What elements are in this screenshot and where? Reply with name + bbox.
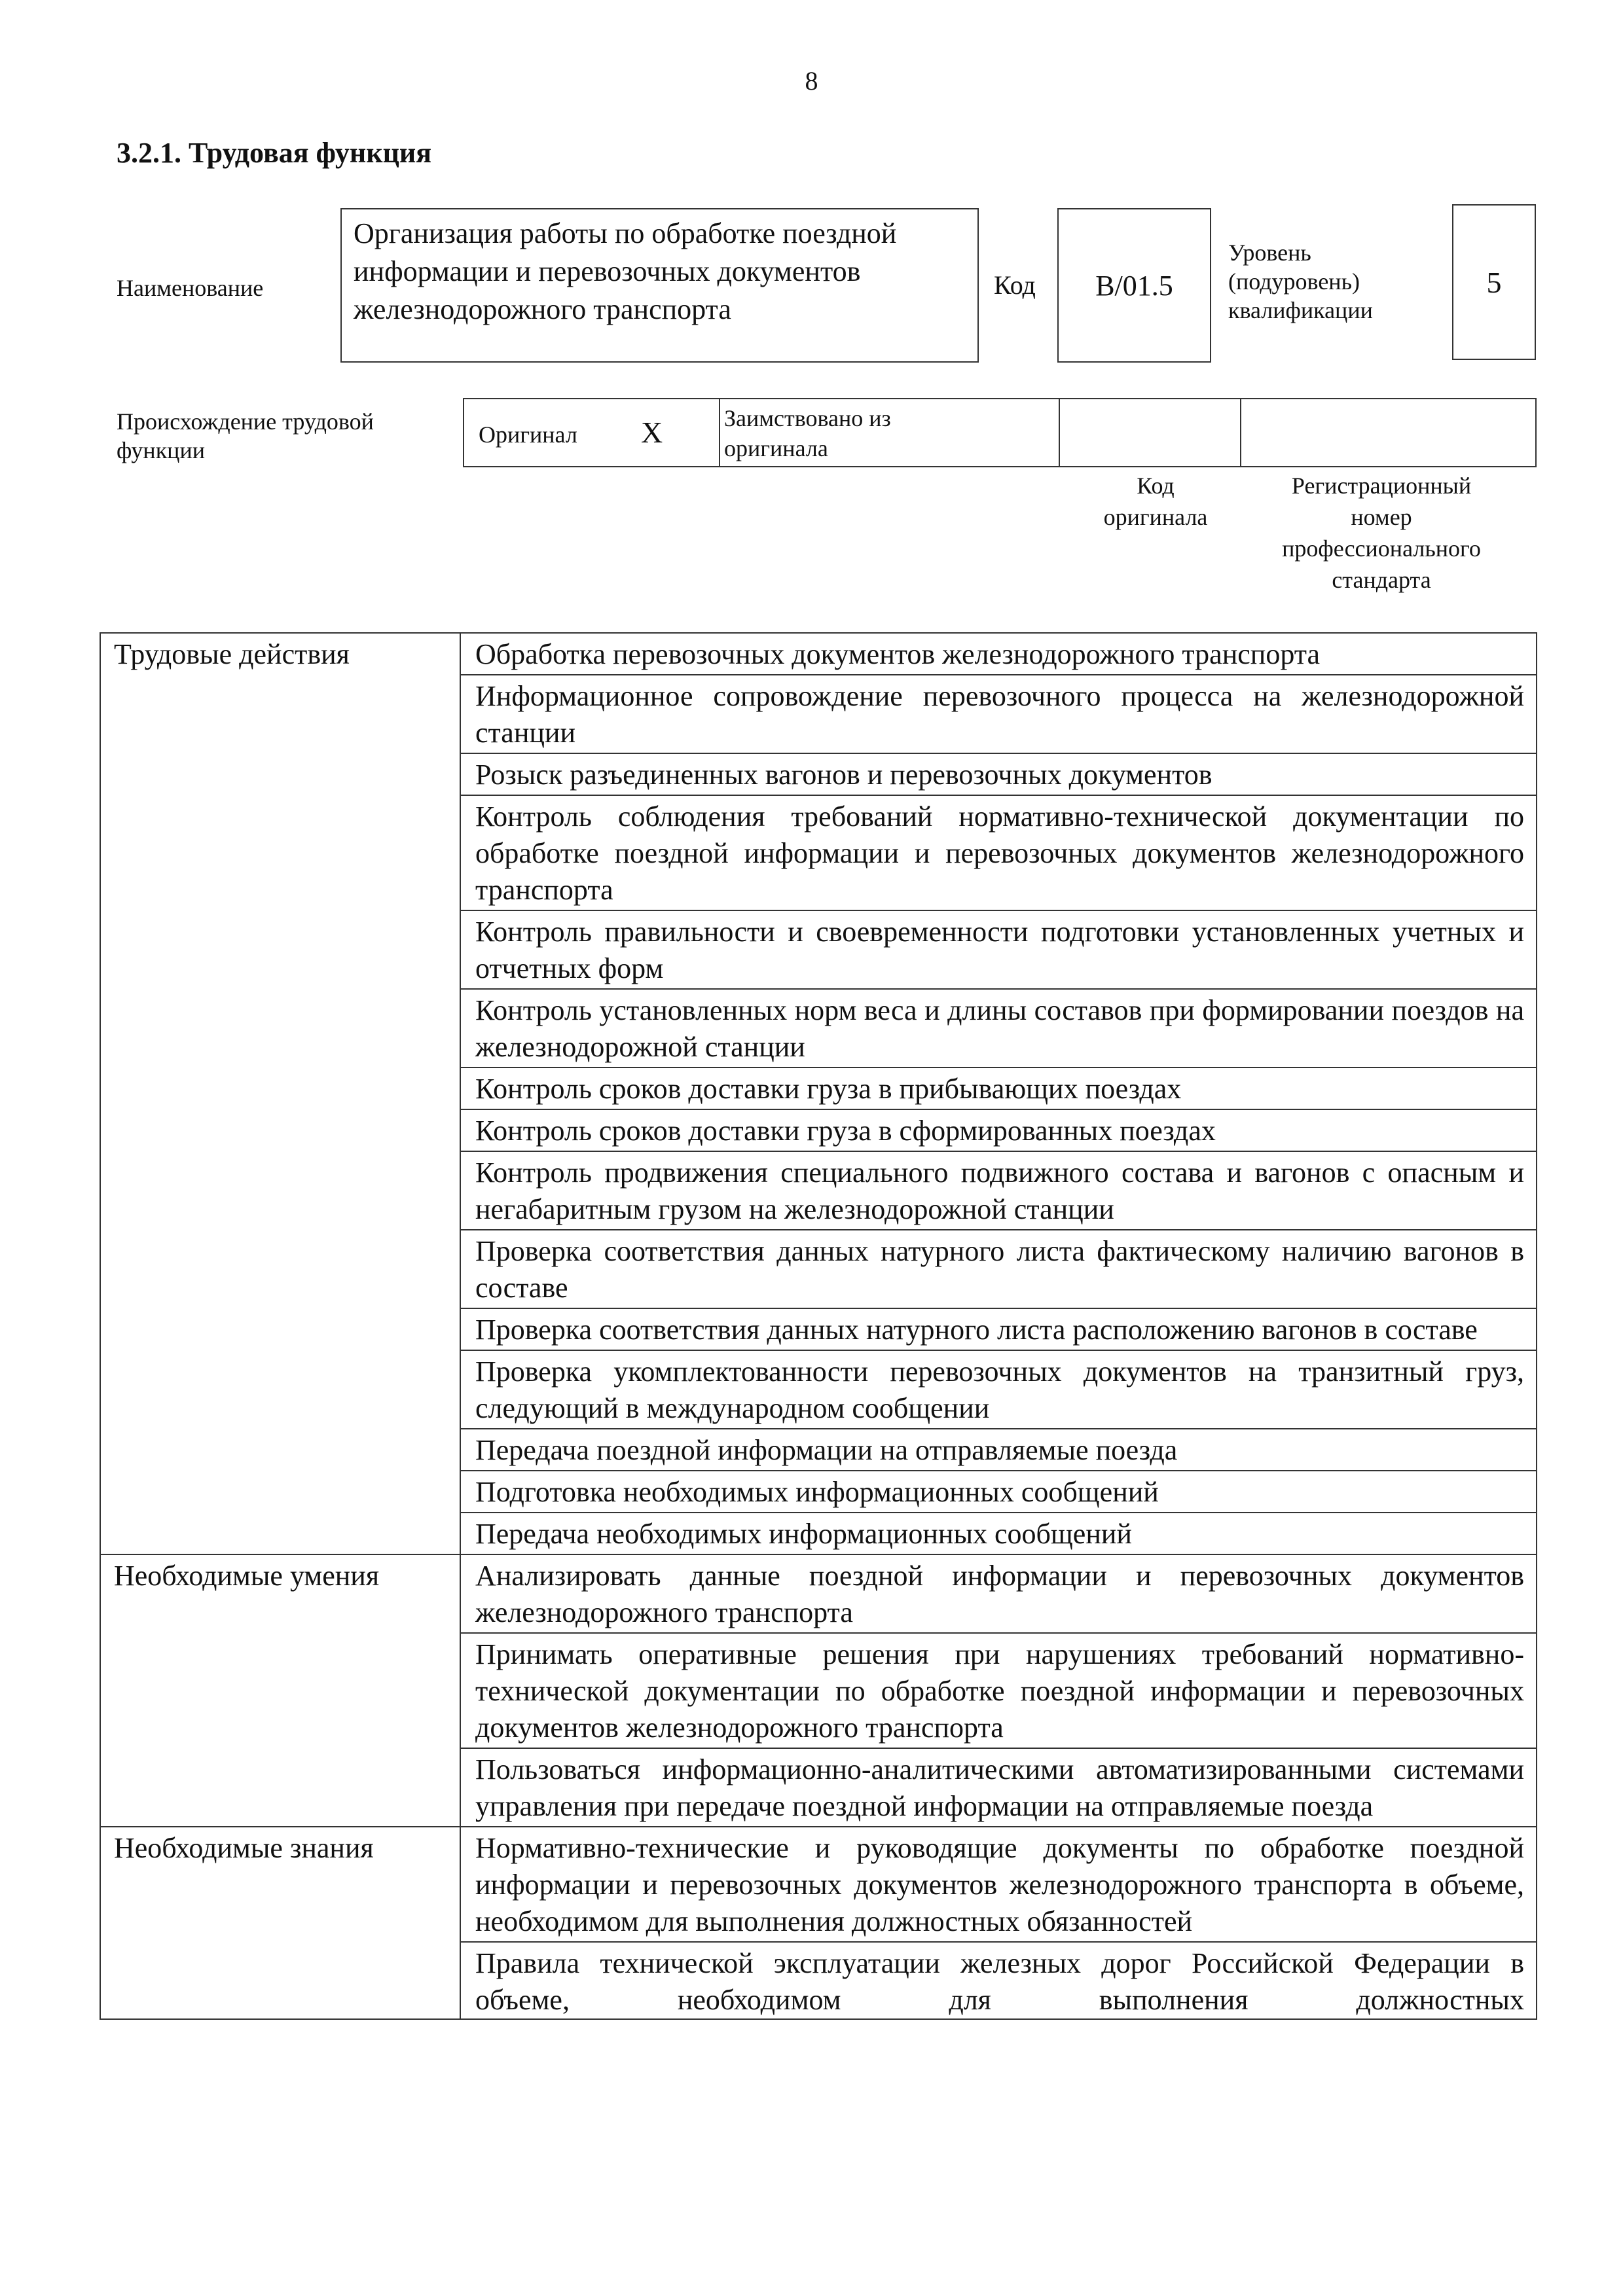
level-label xyxy=(1228,238,1373,325)
name-label: Наименование xyxy=(117,275,264,301)
registration-caption xyxy=(1244,470,1519,596)
section-title: 3.2.1. Трудовая функция xyxy=(117,137,432,169)
original-code-cell xyxy=(1060,399,1241,466)
code-box xyxy=(1057,208,1211,363)
origin-label-line-2: функции xyxy=(117,437,205,463)
action-item: Проверка соответствия данных натурного листа фактическому наличию вагонов в составе xyxy=(460,1230,1537,1308)
skills-label: Необходимые умения xyxy=(100,1554,460,1827)
table-row xyxy=(100,633,1537,675)
borrowed-label-line-2: оригинала xyxy=(724,435,828,461)
origin-row xyxy=(463,398,1537,467)
origin-label-line-1: Происхождение трудовой xyxy=(117,408,374,435)
actions-label: Трудовые действия xyxy=(100,633,460,1554)
action-item: Контроль сроков доставки груза в сформированных поездах xyxy=(460,1109,1537,1151)
action-item: Контроль установленных норм веса и длины составов при формировании поездов на железнодорожной станции xyxy=(460,989,1537,1067)
knowledge-item: Нормативно-технические и руководящие документы по обработке поездной информации и перевозочных документов железнодорожного транспорта в объеме, необходимом для выполнения должностных обязанностей xyxy=(460,1827,1537,1942)
action-item: Обработка перевозочных документов железнодорожного транспорта xyxy=(460,633,1537,675)
borrowed-label-line-1: Заимствовано из xyxy=(724,405,891,431)
code-caption-line-1: Код xyxy=(1137,473,1175,499)
borrowed-label xyxy=(724,403,891,463)
action-item: Розыск разъединенных вагонов и перевозочных документов xyxy=(460,753,1537,795)
borrowed-cell xyxy=(720,399,1060,466)
level-label-line-2: (подуровень) xyxy=(1228,268,1360,295)
skill-item: Пользоваться информационно-аналитическими автоматизированными системами управления при передаче поездной информации на отправляемые поезда xyxy=(460,1748,1537,1827)
action-item: Информационное сопровождение перевозочного процесса на железнодорожной станции xyxy=(460,675,1537,753)
page-number: 8 xyxy=(805,66,818,96)
registration-caption-line-1: Регистрационный xyxy=(1291,473,1472,499)
table-row xyxy=(100,1554,1537,1633)
code-caption-line-2: оригинала xyxy=(1103,504,1208,530)
action-item: Проверка укомплектованности перевозочных документов на транзитный груз, следующий в международном сообщении xyxy=(460,1350,1537,1429)
action-item: Передача необходимых информационных сообщений xyxy=(460,1513,1537,1554)
action-item: Контроль продвижения специального подвижного состава и вагонов с опасным и негабаритным грузом на железнодорожной станции xyxy=(460,1151,1537,1230)
knowledge-item: Правила технической эксплуатации железных дорог Российской Федерации в объеме, необходимом для выполнения должностных xyxy=(460,1942,1537,2019)
action-item: Проверка соответствия данных натурного листа расположению вагонов в составе xyxy=(460,1308,1537,1350)
registration-number-cell xyxy=(1241,399,1535,466)
action-item: Контроль соблюдения требований нормативно-технической документации по обработке поездной информации и перевозочных документов железнодорожного транспорта xyxy=(460,795,1537,910)
code-caption xyxy=(1061,470,1250,533)
registration-caption-line-4: стандарта xyxy=(1332,567,1431,593)
action-item: Контроль правильности и своевременности подготовки установленных учетных и отчетных форм xyxy=(460,910,1537,989)
code-label: Код xyxy=(994,270,1036,300)
table-row xyxy=(100,1827,1537,1942)
original-label: Оригинал xyxy=(479,422,577,448)
name-box xyxy=(340,208,979,363)
origin-label xyxy=(117,407,374,465)
skill-item: Принимать оперативные решения при нарушениях требований нормативно-технической документации по обработке поездной информации и перевозочных документов железнодорожного транспорта xyxy=(460,1633,1537,1748)
skill-item: Анализировать данные поездной информации и перевозочных документов железнодорожного транспорта xyxy=(460,1554,1537,1633)
registration-caption-line-2: номер xyxy=(1351,504,1412,530)
action-item: Подготовка необходимых информационных сообщений xyxy=(460,1471,1537,1513)
level-label-line-3: квалификации xyxy=(1228,297,1373,323)
labor-function-table xyxy=(100,632,1537,2020)
level-label-line-1: Уровень xyxy=(1228,240,1311,266)
knowledge-label: Необходимые знания xyxy=(100,1827,460,2019)
level-box xyxy=(1452,204,1536,360)
action-item: Передача поездной информации на отправляемые поезда xyxy=(460,1429,1537,1471)
original-mark: X xyxy=(641,416,663,449)
level-value: 5 xyxy=(1486,265,1502,299)
name-value: Организация работы по обработке поездной информации и перевозочных документов железнодорожного транспорта xyxy=(354,217,897,325)
original-cell xyxy=(464,399,720,466)
action-item: Контроль сроков доставки груза в прибывающих поездах xyxy=(460,1067,1537,1109)
registration-caption-line-3: профессионального xyxy=(1282,535,1481,562)
code-value: B/01.5 xyxy=(1095,269,1173,302)
